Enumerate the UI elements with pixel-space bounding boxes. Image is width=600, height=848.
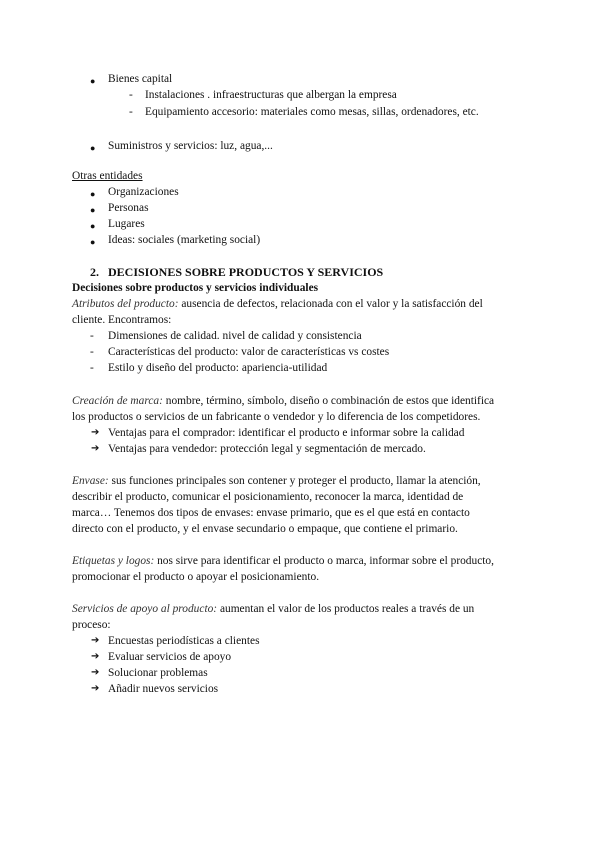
sublist-item: Dimensiones de calidad. nivel de calidad y consistencia	[108, 330, 362, 342]
bullet-icon: ●	[90, 205, 96, 215]
envase-text-line4: directo con el producto, y el envase secundario o empaque, que contiene el primario.	[72, 523, 458, 535]
dash-icon: -	[90, 362, 94, 374]
atributos-text: ausencia de defectos, relacionada con el valor y la satisfacción del	[178, 298, 483, 310]
servicios-text-line2: proceso:	[72, 619, 111, 631]
etiquetas-text-line2: promocionar el producto o apoyar el posicionamiento.	[72, 571, 320, 583]
section-number: 2.	[90, 265, 99, 279]
arrow-list-item: Ventajas para vendedor: protección legal y segmentación de mercado.	[108, 443, 426, 455]
servicios-text: aumentan el valor de los productos reales a través de un	[217, 603, 475, 615]
dash-icon: -	[90, 346, 94, 358]
servicios-paragraph-line	[72, 601, 474, 617]
envase-text-line2: describir el producto, comunicar el posicionamiento, reconocer la marca, identidad de	[72, 491, 464, 503]
marca-text: nombre, término, símbolo, diseño o combinación de estos que identifica	[162, 395, 495, 407]
servicios-term: Servicios de apoyo al producto:	[72, 603, 218, 615]
dash-icon: -	[129, 89, 133, 101]
dash-icon: -	[90, 330, 94, 342]
bullet-icon: ●	[90, 237, 96, 247]
sublist-item: Instalaciones . infraestructuras que albergan la empresa	[145, 89, 397, 101]
bullet-icon: ●	[90, 221, 96, 231]
arrow-list-item: Evaluar servicios de apoyo	[108, 651, 232, 663]
list-item-suministros: Suministros y servicios: luz, agua,...	[108, 140, 273, 152]
marca-paragraph-line	[72, 393, 494, 409]
arrow-right-icon: ➔	[91, 683, 100, 694]
list-item-bienes-capital: Bienes capital	[108, 73, 173, 85]
arrow-list-item: Ventajas para el comprador: identificar el producto e informar sobre la calidad	[108, 427, 465, 439]
atributos-paragraph-line	[72, 296, 483, 312]
list-item: Organizaciones	[108, 186, 179, 198]
envase-text-line3: marca… Tenemos dos tipos de envases: envase primario, que es el que está en contacto	[72, 507, 470, 519]
arrow-list-item: Solucionar problemas	[108, 667, 208, 679]
sublist-item: Características del producto: valor de características vs costes	[108, 346, 390, 358]
etiquetas-term: Etiquetas y logos:	[72, 555, 155, 567]
sublist-item: Estilo y diseño del producto: apariencia-utilidad	[108, 362, 328, 374]
atributos-term: Atributos del producto:	[72, 298, 179, 310]
sublist-item: Equipamiento accesorio: materiales como mesas, sillas, ordenadores, etc.	[145, 106, 479, 118]
arrow-right-icon: ➔	[91, 667, 100, 678]
envase-term: Envase:	[72, 475, 109, 487]
marca-text-line2: los productos o servicios de un fabricante o vendedor y lo diferencia de los competidores.	[72, 411, 481, 423]
etiquetas-text: nos sirve para identificar el producto o marca, informar sobre el producto,	[154, 555, 494, 567]
arrow-list-item: Encuestas periodísticas a clientes	[108, 635, 260, 647]
otras-entidades-title: Otras entidades	[72, 170, 143, 182]
list-item: Personas	[108, 202, 149, 214]
arrow-list-item: Añadir nuevos servicios	[108, 683, 219, 695]
etiquetas-paragraph-line	[72, 553, 494, 569]
section-title: DECISIONES SOBRE PRODUCTOS Y SERVICIOS	[108, 265, 384, 279]
marca-term: Creación de marca:	[72, 395, 163, 407]
envase-paragraph-line	[72, 473, 481, 489]
list-item: Lugares	[108, 218, 145, 230]
arrow-right-icon: ➔	[91, 443, 100, 454]
dash-icon: -	[129, 106, 133, 118]
arrow-right-icon: ➔	[91, 635, 100, 646]
bullet-icon: ●	[90, 143, 96, 153]
arrow-right-icon: ➔	[91, 427, 100, 438]
arrow-right-icon: ➔	[91, 651, 100, 662]
bullet-icon: ●	[90, 76, 96, 86]
list-item: Ideas: sociales (marketing social)	[108, 234, 261, 246]
bullet-icon: ●	[90, 189, 96, 199]
section-subtitle: Decisiones sobre productos y servicios individuales	[72, 282, 319, 294]
envase-text: sus funciones principales son contener y proteger el producto, llamar la atención,	[108, 475, 481, 487]
atributos-text-line2: cliente. Encontramos:	[72, 314, 172, 326]
